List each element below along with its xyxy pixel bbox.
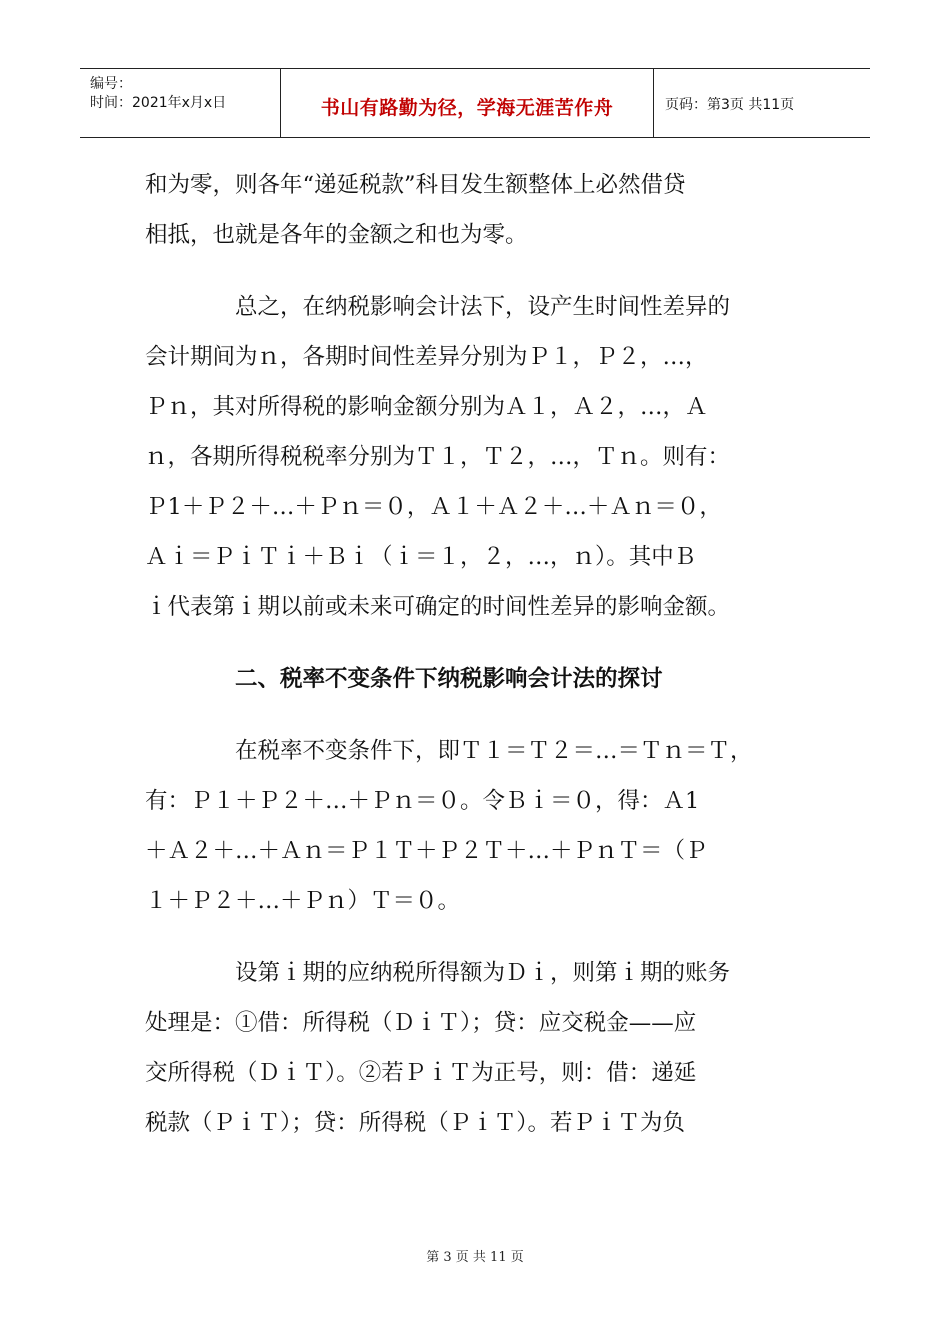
header-meta	[80, 69, 280, 137]
text-line: 设第ｉ期的应纳税所得额为Ｄｉ，则第ｉ期的账务	[235, 960, 731, 986]
document-body	[145, 160, 805, 1170]
text-line: 和为零，则各年“递延税款”科目发生额整体上必然借贷	[145, 172, 686, 198]
text-line: 在税率不变条件下，即Ｔ１＝Ｔ２＝…＝Ｔｎ＝Ｔ，	[235, 738, 753, 764]
text-line: 税款（ＰｉＴ）；贷：所得税（ＰｉＴ）。若ＰｉＴ为负	[145, 1110, 686, 1136]
page-header	[80, 68, 870, 138]
section-heading: 二、税率不变条件下纳税影响会计法的探讨	[235, 666, 663, 692]
text-line: Ａｉ＝ＰｉＴｉ＋Ｂｉ（ｉ＝１，２，…，ｎ）。其中Ｂ	[145, 544, 697, 570]
document-number-label: 编号：	[90, 76, 132, 92]
paragraph	[145, 948, 805, 1148]
text-line: 相抵，也就是各年的金额之和也为零。	[145, 222, 528, 248]
header-motto-cell	[280, 69, 654, 137]
header-page-cell	[653, 69, 870, 137]
header-motto: 书山有路勤为径，学海无涯苦作舟	[320, 97, 614, 119]
text-line: 处理是：①借：所得税（ＤｉＴ）；贷：应交税金——应	[145, 1010, 697, 1036]
text-line: 会计期间为ｎ，各期时间性差异分别为Ｐ１，Ｐ２，…，	[145, 344, 708, 370]
paragraph	[145, 160, 805, 260]
document-date-label: 时间：2021年x月x日	[90, 95, 227, 111]
text-line: 总之，在纳税影响会计法下，设产生时间性差异的	[235, 294, 731, 320]
text-line: ｉ代表第ｉ期以前或未来可确定的时间性差异的影响金额。	[145, 594, 731, 620]
paragraph	[145, 726, 805, 926]
text-line: 交所得税（ＤｉＴ）。②若ＰｉＴ为正号，则：借：递延	[145, 1060, 697, 1086]
text-line: Ｐｎ，其对所得税的影响金额分别为Ａ１，Ａ２，…，Ａ	[145, 394, 708, 420]
text-line: Ｐ1＋Ｐ２＋…＋Ｐｎ＝０，Ａ１＋Ａ２＋…＋Ａｎ＝０，	[145, 494, 722, 520]
text-line: ＋Ａ２＋…＋Ａｎ＝Ｐ１Ｔ＋Ｐ２Ｔ＋…＋ＰｎＴ＝（Ｐ	[145, 838, 708, 864]
text-line: 有：Ｐ１＋Ｐ２＋…＋Ｐｎ＝０。令Ｂｉ＝０，得：Ａ1	[145, 788, 700, 814]
paragraph	[145, 282, 805, 632]
header-page-number: 页码：第3页 共11页	[665, 97, 795, 113]
text-line: ｎ，各期所得税税率分别为Ｔ１，Ｔ２，…，Ｔｎ。则有：	[145, 444, 731, 470]
page-footer: 第 3 页 共 11 页	[426, 1250, 524, 1265]
text-line: １＋Ｐ２＋…＋Ｐｎ）Ｔ＝０。	[145, 888, 461, 914]
